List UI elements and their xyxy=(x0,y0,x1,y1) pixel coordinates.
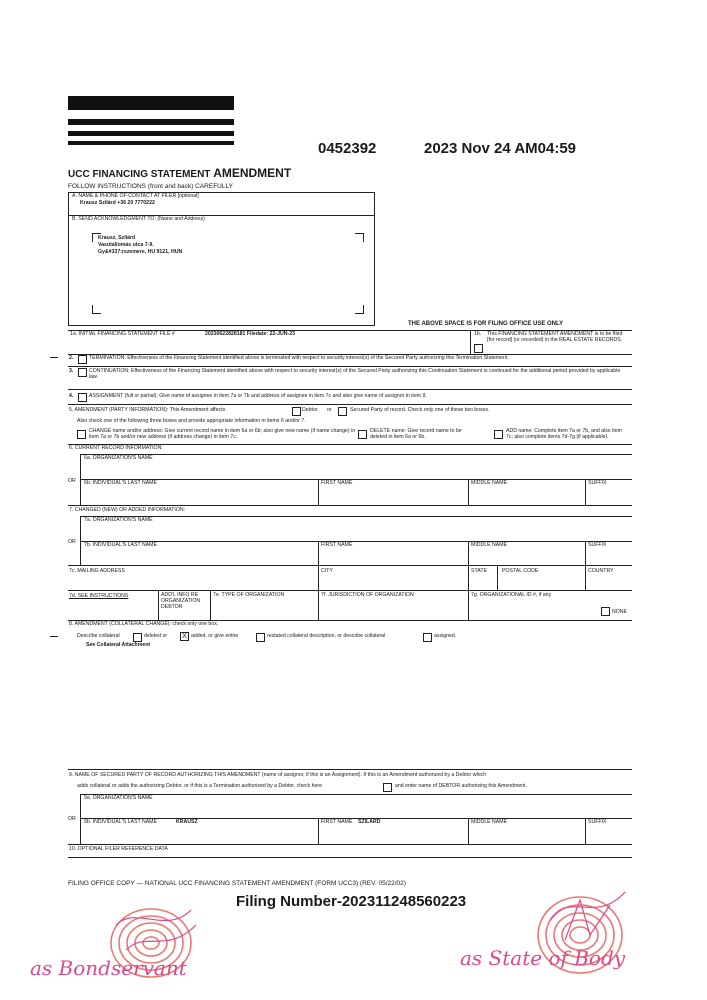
middle-name-7: MIDDLE NAME xyxy=(471,542,508,548)
last-name-7b: 7b. INDIVIDUAL'S LAST NAME xyxy=(84,542,157,548)
org-name-7a: 7a. ORGANIZATION'S NAME xyxy=(84,517,153,523)
bracket-br xyxy=(355,305,364,314)
item-2-num: 2. xyxy=(69,355,74,361)
middle-name-9: MIDDLE NAME xyxy=(471,819,508,825)
debtor-authorizing-checkbox[interactable] xyxy=(383,783,392,792)
or-9: OR xyxy=(68,816,76,822)
ack-label: B. SEND ACKNOWLEDGMENT TO: (Name and Address) xyxy=(72,216,205,222)
org-name-6a: 6a. ORGANIZATION'S NAME xyxy=(84,455,153,461)
deleted-label: deleted or xyxy=(144,633,168,639)
middle-name-6: MIDDLE NAME xyxy=(471,480,508,486)
continuation-text: CONTINUATION: Effectiveness of the Financing Statement identified above with respect to security interest(s) of the Secured Party authorizing this Continuation Statement is continued for the additional period provided by applicable law. xyxy=(89,368,621,380)
item-1a-value: 20230622828181 Filedate: 22-JUN-23 xyxy=(205,331,295,337)
suffix-7: SUFFIX xyxy=(588,542,607,548)
bracket-bl xyxy=(92,305,101,314)
item-9-instruction: adds collateral or adds the authorizing Debtor, or if this is a Termination authorized by a Debtor, check here xyxy=(77,783,323,789)
add-checkbox[interactable] xyxy=(494,430,503,439)
suffix-6: SUFFIX xyxy=(588,480,607,486)
last-name-value: KRAUSZ xyxy=(176,819,198,825)
contact-value: Krausz Szilárd +36 20 7770222 xyxy=(80,200,155,206)
item-4-num: 4. xyxy=(69,393,74,399)
item-5-instruction: Also check one of the following three boxes and provide appropriate information in items 6 and/or 7. xyxy=(77,418,306,424)
contact-box xyxy=(68,192,375,326)
item-8-label: 8. AMENDMENT (COLLATERAL CHANGE): check only one box. xyxy=(69,621,219,627)
delete-text: DELETE name: Give record name to be deleted in item 6a or 6b. xyxy=(370,428,462,440)
change-text: CHANGE name and/or address: Give current record name in item 6a or 6b; also give new name (if name change) in item 7a or 7b and/or new address (if address change) in item 7c. xyxy=(89,428,356,440)
secured-party-label: Secured Party of record. Check only one of these two boxes. xyxy=(350,407,490,413)
assigned-checkbox[interactable] xyxy=(423,633,432,642)
item-1a-label: 1a. INITIAL FINANCING STATEMENT FILE # xyxy=(70,331,175,337)
item-1b-label: 1b. xyxy=(474,331,482,337)
none-checkbox[interactable] xyxy=(601,607,610,616)
item-6-label: 6. CURRENT RECORD INFORMATION: xyxy=(69,445,163,451)
assignment-checkbox[interactable] xyxy=(78,393,87,402)
mailing-address-7c: 7c. MAILING ADDRESS xyxy=(69,568,125,574)
redaction-bar xyxy=(68,141,234,145)
form-title-part2: AMENDMENT xyxy=(213,166,292,180)
or-7: OR xyxy=(68,539,76,545)
change-checkbox[interactable] xyxy=(77,430,86,439)
suffix-9: SUFFIX xyxy=(588,819,607,825)
org-name-9a: 9a. ORGANIZATION'S NAME xyxy=(84,795,153,801)
added-checkbox[interactable]: X xyxy=(180,632,189,641)
ack-name: Krausz, Szilárd xyxy=(98,235,136,241)
or-label: or xyxy=(327,407,332,413)
file-number: 0452392 xyxy=(318,140,377,157)
assigned-label: assigned. xyxy=(434,633,457,639)
postal-code-7: POSTAL CODE xyxy=(502,568,539,574)
restated-checkbox[interactable] xyxy=(256,633,265,642)
org-type-7e: 7e. TYPE OF ORGANIZATION xyxy=(213,592,285,598)
item-5-label: 5. AMENDMENT (PARTY INFORMATION): This Amendment affects xyxy=(69,407,226,413)
city-7: CITY xyxy=(321,568,333,574)
last-name-9b: 9b. INDIVIDUAL'S LAST NAME xyxy=(84,819,157,825)
state-7: STATE xyxy=(471,568,487,574)
instructions: FOLLOW INSTRUCTIONS (front and back) CAREFULLY xyxy=(68,183,233,190)
redaction-bar xyxy=(68,96,234,110)
footer-copy: FILING OFFICE COPY — NATIONAL UCC FINANCING STATEMENT AMENDMENT (FORM UCC3) (REV. 05/22/02) xyxy=(68,880,406,887)
jurisdiction-7f: 7f. JURISDICTION OF ORGANIZATION xyxy=(321,592,414,598)
last-name-6b: 6b. INDIVIDUAL'S LAST NAME xyxy=(84,480,157,486)
termination-checkbox[interactable] xyxy=(78,355,87,364)
form-title-part1: UCC FINANCING STATEMENT xyxy=(68,169,214,180)
item-9-instruction-b: and enter name of DEBTOR authorizing this Amendment. xyxy=(395,783,527,789)
form-title xyxy=(68,166,291,180)
none-label: NONE xyxy=(612,609,627,615)
delete-checkbox[interactable] xyxy=(358,430,367,439)
org-id-7g: 7g. ORGANIZATIONAL ID #, if any xyxy=(471,592,552,598)
signature-left: as Bondservant xyxy=(30,956,187,980)
contact-label: A. NAME & PHONE OF CONTACT AT FILER [optional] xyxy=(72,193,199,199)
deleted-checkbox[interactable] xyxy=(133,633,142,642)
item-7-label: 7. CHANGED (NEW) OR ADDED INFORMATION: xyxy=(69,507,186,513)
redaction-bar xyxy=(68,119,234,125)
restated-label: restated collateral description, or describe collateral xyxy=(267,633,386,639)
see-instructions-7d[interactable]: 7d. SEE INSTRUCTIONS xyxy=(69,593,129,599)
filing-number: Filing Number-202311248560223 xyxy=(236,893,467,910)
debtor-checkbox[interactable] xyxy=(292,407,301,416)
margin-mark xyxy=(50,357,58,358)
describe-collateral: Describe collateral xyxy=(77,633,120,639)
signature-right: as State of Body xyxy=(460,946,626,970)
secured-party-checkbox[interactable] xyxy=(338,407,347,416)
filing-office-space: THE ABOVE SPACE IS FOR FILING OFFICE USE ONLY xyxy=(408,321,564,327)
item-9-label: 9. NAME OF SECURED PARTY OF RECORD AUTHORIZING THIS AMENDMENT (name of assignor, if this is an Assignment). If this is an Amendment authorized by a Debtor which xyxy=(69,772,486,778)
ack-city: Gy&#337;rszemere, HU 9121, HUN xyxy=(98,249,183,255)
termination-text: TERMINATION: Effectiveness of the Financing Statement identified above is terminated with respect to security interest(s) of the Secured Party authorizing this Termination Statement. xyxy=(89,355,509,361)
bracket-tr xyxy=(355,233,364,242)
first-name-9: FIRST NAME xyxy=(321,819,353,825)
filing-timestamp: 2023 Nov 24 AM04:59 xyxy=(424,140,577,157)
redaction-bar xyxy=(68,131,234,136)
ack-street: Vasútállomás utca 7-9. xyxy=(98,242,154,248)
first-name-6: FIRST NAME xyxy=(321,480,353,486)
first-name-value: SZILÁRD xyxy=(358,819,381,825)
addl-info-7: ADD'L INFO RE ORGANIZATION DEBTOR xyxy=(161,592,201,610)
margin-mark xyxy=(50,636,58,637)
continuation-checkbox[interactable] xyxy=(78,368,87,377)
or-6: OR xyxy=(68,478,76,484)
added-label: added, or give entire xyxy=(191,633,239,639)
collateral-attachment: See Collateral Attachment xyxy=(86,642,151,648)
add-text: ADD name: Complete item 7a or 7b, and also item 7c; also complete items 7d-7g (if applicable). xyxy=(506,428,622,440)
item-3-num: 3. xyxy=(69,368,74,374)
item-1b-checkbox[interactable] xyxy=(474,344,483,353)
country-7: COUNTRY xyxy=(588,568,614,574)
item-10-label: 10. OPTIONAL FILER REFERENCE DATA xyxy=(69,846,168,852)
first-name-7: FIRST NAME xyxy=(321,542,353,548)
item-1b-text: This FINANCING STATEMENT AMENDMENT is to be filed [for record] (or recorded) in the REAL ESTATE RECORDS. xyxy=(487,331,623,343)
assignment-text: ASSIGNMENT (full or partial): Give name of assignee in item 7a or 7b and address of assignee in item 7c and also give name of assignor in item 9. xyxy=(89,393,427,399)
debtor-label: Debtor xyxy=(302,407,318,413)
